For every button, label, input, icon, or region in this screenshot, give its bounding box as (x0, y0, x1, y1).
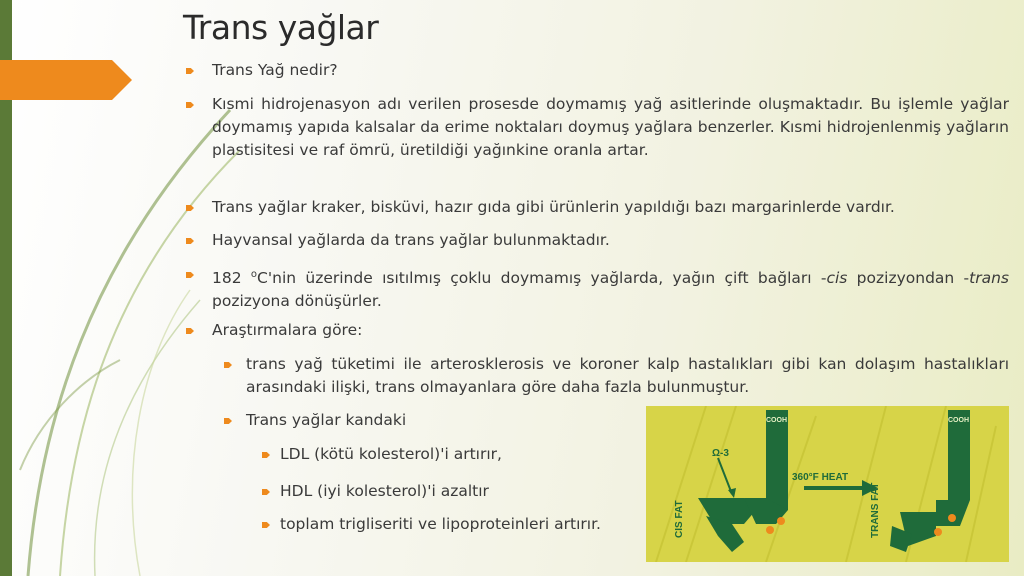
subbullet-arterosklerosis: trans yağ tüketimi ile arterosklerosis ve koroner kalp hastalıkları gibi kan dolaşım hastalıkları arasındaki ilişki, trans olmayanlara göre daha fazla bulunmuştur. (246, 355, 1009, 396)
subsub-trigliserit: toplam trigliseriti ve lipoproteinleri artırır. (280, 515, 601, 533)
orange-arrow-banner (0, 60, 132, 100)
subbullet-trans-yaglar-kandaki: Trans yağlar kandaki (246, 411, 407, 429)
heat-label: 360°F HEAT (792, 472, 849, 483)
bullet-kismi-hidrojenasyon: Kısmi hidrojenasyon adı verilen prosesde doymamış yağ asitlerinde oluşmaktadır. Bu işlemle yağlar doymamış yapıda kalsalar da erime noktaları doymuş yağlara benzerler. Kısmi hidrojenlenmiş yağların plastisitesi ve raf ömrü, üretildiği yağınkine oranla artar. (212, 95, 1009, 159)
bullet-trans-yag-nedir: Trans Yağ nedir? (212, 61, 338, 79)
bullet-hayvansal-yaglar: Hayvansal yağlarda da trans yağlar bulunmaktadır. (212, 231, 610, 249)
subsub-hdl: HDL (iyi kolesterol)'i azaltır (280, 482, 489, 500)
trans-fat-label: TRANS FAT (870, 482, 881, 538)
cis-trans-fat-figure (646, 406, 1009, 562)
bullet-kraker-biskuvi: Trans yağlar kraker, bisküvi, hazır gıda gibi ürünlerin yapıldığı bazı margarinlerde vardır. (212, 198, 895, 216)
bullet-cis-trans: 182 $^o$C'nin üzerinde ısıtılmış çoklu doymamış yağlarda, yağın çift bağları -cis pozizyondan -trans pozizyona dönüşürler. (212, 269, 1009, 311)
cooh-label-trans: COOH (948, 417, 969, 424)
bullet-arastirmalara-gore: Araştırmalara göre: (212, 321, 363, 339)
slide-title: Trans yağlar (183, 8, 379, 47)
trans-fat-molecule (890, 410, 970, 552)
bullet-marker-icon (262, 489, 270, 495)
cis-trans-diagram (646, 406, 1009, 562)
subsub-ldl: LDL (kötü kolesterol)'i artırır, (280, 445, 502, 463)
cooh-label-cis: COOH (766, 417, 787, 424)
bullet-marker-icon (262, 452, 270, 458)
omega-3-label: Ω-3 (712, 448, 729, 459)
bullet-marker-icon (262, 522, 270, 528)
cis-fat-label: CIS FAT (674, 500, 685, 538)
